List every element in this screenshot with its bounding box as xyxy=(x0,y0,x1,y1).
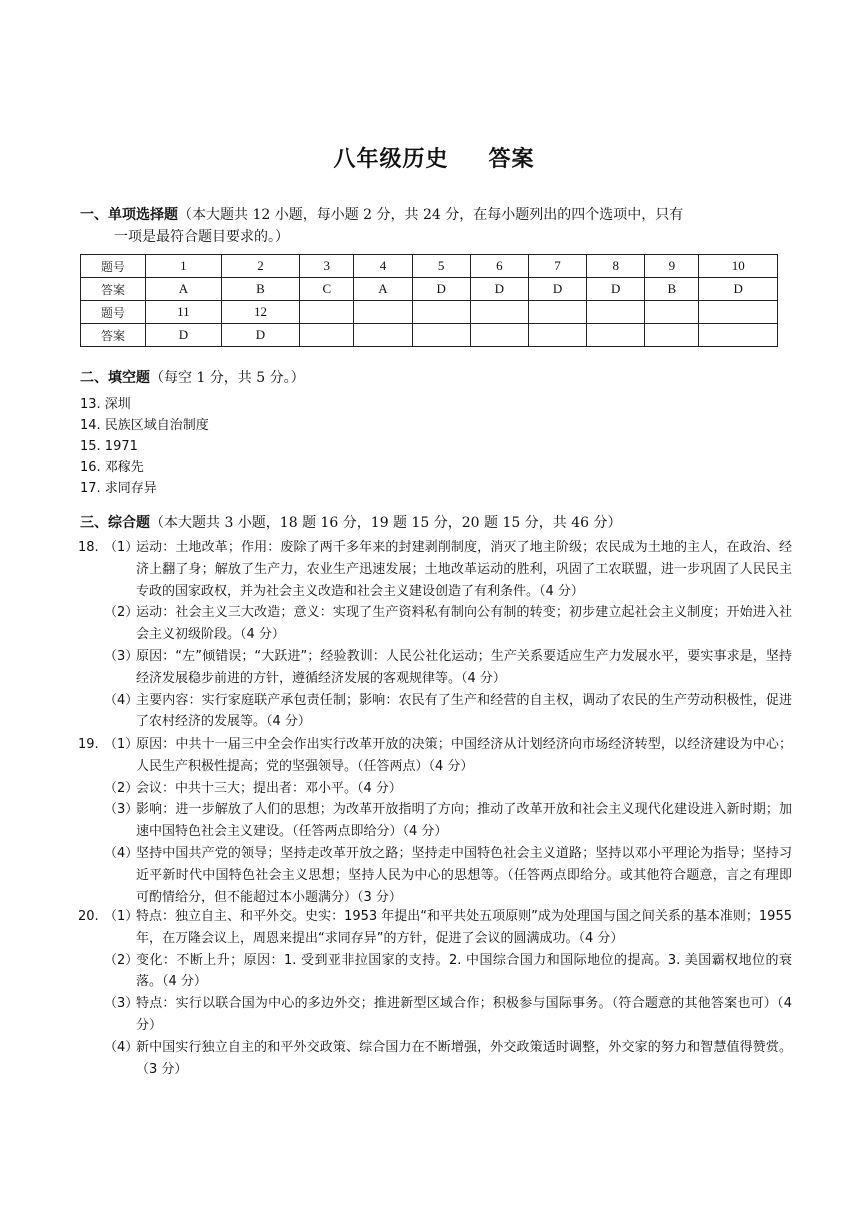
title-answer: 答案 xyxy=(488,147,535,172)
section3-heading: 三、综合题 xyxy=(80,515,150,531)
list-item: 17. 求同存异 xyxy=(80,481,157,496)
sub-number: （1） xyxy=(104,540,139,555)
table-cell: 1 xyxy=(146,255,222,278)
table-cell: 题号 xyxy=(81,255,146,278)
section1-heading: 一、单项选择题 xyxy=(80,207,178,223)
sub-number: （2） xyxy=(104,780,139,796)
section2-desc: （每空 1 分，共 5 分。） xyxy=(150,370,305,386)
table-cell xyxy=(354,324,412,347)
sub-number: （2） xyxy=(104,952,139,968)
answer-text: 影响：进一步解放了人们的思想；为改革开放指明了方向；推动了改革开放和社会主义现代化建设进入新时期；加速中国特色社会主义建设。（任答两点即给分）（4 分） xyxy=(136,802,792,840)
table-cell: D xyxy=(146,324,222,347)
table-cell: D xyxy=(528,278,586,301)
q18-part1 xyxy=(80,537,792,602)
table-cell xyxy=(300,324,354,347)
answer-text: 原因：中共十一届三中全会作出实行改革开放的决策；中国经济从计划经济向市场经济转型，以经济建设为中心；人民生产积极性提高；党的坚强领导。（任答两点）（4 分） xyxy=(136,737,792,774)
table-cell: D xyxy=(699,278,778,301)
table-cell: 5 xyxy=(412,255,470,278)
table-cell: 7 xyxy=(528,255,586,278)
table-cell xyxy=(699,301,778,324)
question-number: 20. xyxy=(78,909,99,924)
table-cell: B xyxy=(645,278,699,301)
table-cell xyxy=(528,324,586,347)
q20-part2 xyxy=(80,950,792,994)
table-cell: 9 xyxy=(645,255,699,278)
table-cell: 11 xyxy=(146,301,222,324)
section3-desc: （本大题共 3 小题，18 题 16 分，19 题 15 分，20 题 15 分，共 46 分） xyxy=(150,515,622,531)
table-cell: A xyxy=(146,278,222,301)
answer-text: 会议：中共十三大；提出者：邓小平。（4 分） xyxy=(136,780,402,796)
sub-number: （3） xyxy=(104,802,139,818)
q19-part4 xyxy=(80,843,792,908)
q19-part3 xyxy=(80,799,792,843)
answer-text: 运动：土地改革；作用：废除了两千多年来的封建剥削制度，消灭了地主阶级；农民成为土地的主人，在政治、经济上翻了身；解放了生产力，农业生产迅速发展；土地改革运动的胜利，巩固了工农联盟，进一步巩固了人民民主专政的国家政权，并为社会主义改造和社会主义建设创造了有利条件。（4 分） xyxy=(136,540,792,599)
question-number: 18. xyxy=(78,540,99,555)
q20-part3 xyxy=(80,993,792,1037)
list-item: 14. 民族区域自治制度 xyxy=(80,418,209,433)
table-cell: 10 xyxy=(699,255,778,278)
title-subject: 八年级历史 xyxy=(333,147,449,172)
answer-text: 特点：实行以联合国为中心的多边外交；推进新型区域合作；积极参与国际事务。（符合题意的其他答案也可）（4 分） xyxy=(136,996,792,1033)
sub-number: （3） xyxy=(104,996,139,1012)
question-20 xyxy=(80,906,792,1080)
table-cell: 12 xyxy=(221,301,299,324)
table-cell: 答案 xyxy=(81,278,146,301)
sub-number: （3） xyxy=(104,648,139,664)
table-cell xyxy=(587,324,645,347)
answer-text: 新中国实行独立自主的和平外交政策、综合国力在不断增强，外交政策适时调整，外交家的努力和智慧值得赞赏。（3 分） xyxy=(136,1039,792,1077)
table-cell: B xyxy=(221,278,299,301)
table-cell xyxy=(412,324,470,347)
q18-part2 xyxy=(80,602,792,646)
answer-table xyxy=(80,254,778,347)
table-cell: 答案 xyxy=(81,324,146,347)
sub-number: （4） xyxy=(104,692,139,708)
q18-part4 xyxy=(80,690,792,734)
table-cell: 4 xyxy=(354,255,412,278)
q18-part3 xyxy=(80,646,792,690)
table-cell xyxy=(470,324,528,347)
sub-number: （2） xyxy=(104,605,139,621)
section1-desc: （本大题共 12 小题，每小题 2 分，共 24 分，在每小题列出的四个选项中，只有 xyxy=(178,207,684,223)
table-cell: D xyxy=(587,278,645,301)
table-row xyxy=(81,301,778,324)
section2-heading: 二、填空题 xyxy=(80,370,150,386)
table-cell xyxy=(470,301,528,324)
answer-text: 变化：不断上升；原因：1. 受到亚非拉国家的支持。2. 中国综合国力和国际地位的提高。3. 美国霸权地位的衰落。（4 分） xyxy=(136,952,792,990)
table-cell xyxy=(645,324,699,347)
section3-header xyxy=(80,512,792,534)
table-cell: D xyxy=(221,324,299,347)
fill-blank-answers xyxy=(80,394,209,499)
answer-text: 运动：社会主义三大改造；意义：实现了生产资料私有制向公有制的转变；初步建立起社会主义制度；开始进入社会主义初级阶段。（4 分） xyxy=(136,605,792,643)
question-18 xyxy=(80,537,792,733)
table-cell xyxy=(412,301,470,324)
section2-header xyxy=(80,367,792,389)
table-row xyxy=(81,255,778,278)
table-cell xyxy=(587,301,645,324)
table-cell: 8 xyxy=(587,255,645,278)
table-cell xyxy=(699,324,778,347)
q19-part1 xyxy=(80,734,792,778)
table-cell: 2 xyxy=(221,255,299,278)
table-cell: D xyxy=(412,278,470,301)
table-row xyxy=(81,324,778,347)
answer-text: 原因：“左”倾错误；“大跃进”；经验教训：人民公社化运动；生产关系要适应生产力发展水平，要实事求是，坚持经济发展稳步前进的方针，遵循经济发展的客观规律等。（4 分） xyxy=(136,648,792,686)
answer-text: 特点：独立自主、和平外交。史实：1953 年提出“和平共处五项原则”成为处理国与国之间关系的基本准则；1955 年，在万隆会议上，周恩来提出“求同存异”的方针，促进了会议的圆满成功。（4 分） xyxy=(136,909,792,946)
table-cell xyxy=(528,301,586,324)
list-item: 15. 1971 xyxy=(80,439,138,454)
table-row xyxy=(81,278,778,301)
list-item: 16. 邓稼先 xyxy=(80,460,144,475)
sub-number: （4） xyxy=(104,1039,139,1055)
question-number: 19. xyxy=(78,737,99,752)
table-cell xyxy=(645,301,699,324)
sub-number: （4） xyxy=(104,845,139,861)
section1-desc-cont: 一项是最符合题目要求的。） xyxy=(114,229,289,245)
table-cell: 题号 xyxy=(81,301,146,324)
sub-number: （1） xyxy=(104,737,139,752)
q19-part2 xyxy=(80,778,792,800)
table-cell xyxy=(354,301,412,324)
table-cell: C xyxy=(300,278,354,301)
table-cell xyxy=(300,301,354,324)
q20-part1 xyxy=(80,906,792,950)
page-title xyxy=(0,142,868,173)
answer-text: 主要内容：实行家庭联产承包责任制；影响：农民有了生产和经营的自主权，调动了农民的生产劳动积极性，促进了农村经济的发展等。（4 分） xyxy=(136,692,792,730)
table-cell: 3 xyxy=(300,255,354,278)
answer-text: 坚持中国共产党的领导；坚持走改革开放之路；坚持走中国特色社会主义道路；坚持以邓小平理论为指导；坚持习近平新时代中国特色社会主义思想；坚持人民为中心的思想等。（任答两点即给分。或其他符合题意，言之有理即可酌情给分，但不能超过本小题满分）（3 分） xyxy=(136,845,792,905)
table-cell: D xyxy=(470,278,528,301)
q20-part4 xyxy=(80,1037,792,1081)
sub-number: （1） xyxy=(104,909,139,924)
question-19 xyxy=(80,734,792,908)
table-cell: 6 xyxy=(470,255,528,278)
table-cell: A xyxy=(354,278,412,301)
list-item: 13. 深圳 xyxy=(80,397,131,412)
section1-header xyxy=(80,204,792,248)
